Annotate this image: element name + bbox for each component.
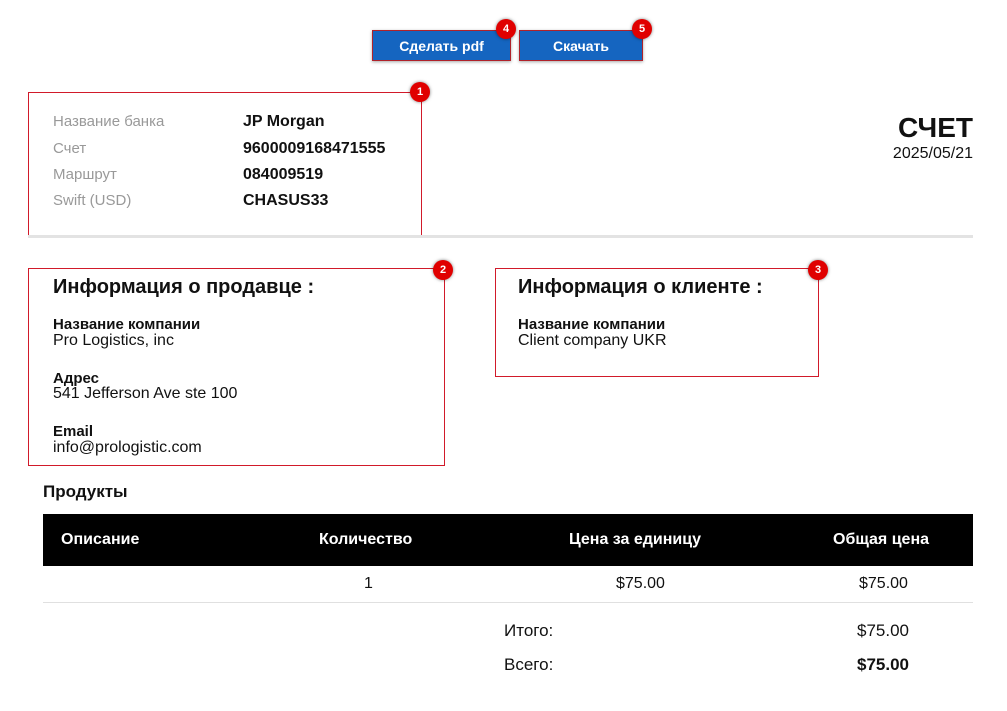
swift-label: Swift (USD) xyxy=(53,192,132,209)
annotation-badge-1: 1 xyxy=(410,82,430,102)
col-total-header: Общая цена xyxy=(833,531,929,548)
client-section-title: Информация о клиенте : xyxy=(518,276,763,298)
seller-address-label: Адрес xyxy=(53,370,100,387)
total-label: Всего: xyxy=(504,655,554,674)
col-unit-price-header: Цена за единицу xyxy=(569,531,701,548)
make-pdf-button[interactable] xyxy=(372,30,511,61)
client-company-label: Название компании xyxy=(518,316,666,333)
bank-name-value: JP Morgan xyxy=(243,113,325,130)
make-pdf-label: Сделать pdf xyxy=(399,37,484,54)
row-total: $75.00 xyxy=(859,575,908,592)
annotation-badge-5: 5 xyxy=(632,19,652,39)
invoice-title: СЧЕТ xyxy=(898,112,973,143)
routing-label: Маршрут xyxy=(53,166,117,183)
col-quantity-header: Количество xyxy=(319,531,413,548)
row-unit-price: $75.00 xyxy=(616,575,665,592)
subtotal-value: $75.00 xyxy=(857,621,909,640)
row-divider xyxy=(43,602,973,603)
products-table-header xyxy=(43,514,973,566)
bank-name-label: Название банка xyxy=(53,113,165,130)
annotation-badge-2: 2 xyxy=(433,260,453,280)
seller-email-label: Email xyxy=(53,423,94,440)
seller-section-title: Информация о продавце : xyxy=(53,276,315,298)
annotation-badge-3: 3 xyxy=(808,260,828,280)
products-title: Продукты xyxy=(43,482,128,501)
client-company-value: Client company UKR xyxy=(518,332,667,349)
col-description-header: Описание xyxy=(61,531,140,548)
subtotal-label: Итого: xyxy=(504,621,554,640)
row-quantity: 1 xyxy=(364,575,373,592)
seller-company-label: Название компании xyxy=(53,316,201,333)
account-value: 9600009168471555 xyxy=(243,140,386,157)
seller-address-value: 541 Jefferson Ave ste 100 xyxy=(53,385,238,402)
account-label: Счет xyxy=(53,140,87,157)
routing-value: 084009519 xyxy=(243,166,324,183)
annotation-badge-4: 4 xyxy=(496,19,516,39)
header-divider xyxy=(28,235,973,238)
download-label: Скачать xyxy=(553,37,609,54)
invoice-date: 2025/05/21 xyxy=(892,145,973,162)
download-button[interactable] xyxy=(519,30,643,61)
table-row xyxy=(43,566,973,602)
swift-value: CHASUS33 xyxy=(243,192,329,209)
seller-company-value: Pro Logistics, inc xyxy=(53,332,174,349)
total-value: $75.00 xyxy=(857,655,909,674)
seller-email-value: info@prologistic.com xyxy=(53,439,202,456)
